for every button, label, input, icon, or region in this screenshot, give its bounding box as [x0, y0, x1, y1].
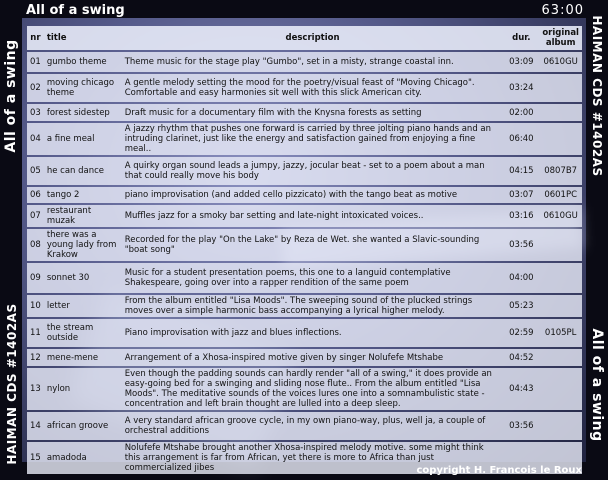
track-number: 08 — [27, 229, 44, 261]
track-title: a fine meal — [44, 123, 122, 155]
track-title: restaurant muzak — [44, 205, 122, 227]
track-number: 06 — [27, 187, 44, 203]
track-title: tango 2 — [44, 187, 122, 203]
track-number: 03 — [27, 104, 44, 121]
column-header-description: description — [122, 26, 504, 50]
track-duration: 06:40 — [503, 123, 539, 155]
table-row — [27, 187, 582, 203]
track-album — [539, 74, 582, 102]
track-description: Piano improvisation with jazz and blues inflections. — [122, 319, 504, 347]
track-number: 01 — [27, 52, 44, 72]
track-album: 0610GU — [539, 205, 582, 227]
track-title: moving chicago theme — [44, 74, 122, 102]
track-title: letter — [44, 295, 122, 317]
table-row — [27, 412, 582, 440]
track-duration: 04:43 — [503, 368, 539, 410]
track-list-table — [27, 24, 582, 476]
track-duration: 03:56 — [503, 229, 539, 261]
track-description: A jazzy rhythm that pushes one forward is carried by three jolting piano hands and an intruding clarinet, just like the energy and satisfaction gained from enjoying a fine meal.. — [122, 123, 504, 155]
track-description: A quirky organ sound leads a jumpy, jazzy, jocular beat - set to a poem about a man that could really move his body — [122, 157, 504, 185]
track-title: he can dance — [44, 157, 122, 185]
track-duration: 03:24 — [503, 74, 539, 102]
track-number: 11 — [27, 319, 44, 347]
track-description: A very standard african groove cycle, in my own piano-way, plus, well ja, a couple of orchestral additions — [122, 412, 504, 440]
track-duration: 03:07 — [503, 187, 539, 203]
track-description: Nolufefe Mtshabe brought another Xhosa-inspired melody motive. some might think this arrangement is far from African, yet there is more to Africa than just commercialized jibes — [122, 442, 504, 474]
track-description: Recorded for the play "On the Lake" by Reza de Wet. she wanted a Slavic-sounding "boat song" — [122, 229, 504, 261]
spine-right-title: All of a swing — [589, 328, 605, 442]
table-row — [27, 104, 582, 121]
track-number: 13 — [27, 368, 44, 410]
table-row — [27, 157, 582, 185]
track-title: there was a young lady from Krakow — [44, 229, 122, 261]
table-row — [27, 74, 582, 102]
spine-right-catalog: HAIMAN CDS #1402AS — [590, 15, 604, 177]
track-description: piano improvisation (and added cello pizzicato) with the tango beat as motive — [122, 187, 504, 203]
table-row — [27, 123, 582, 155]
track-description: A gentle melody setting the mood for the poetry/visual feast of "Moving Chicago". Comfortable and easy harmonies sit well with this slick American city. — [122, 74, 504, 102]
track-description: From the album entitled "Lisa Moods". The sweeping sound of the plucked strings moves over a simple harmonic bass accompanying a lyrical higher melody. — [122, 295, 504, 317]
track-album — [539, 104, 582, 121]
table-row — [27, 295, 582, 317]
table-row — [27, 368, 582, 410]
column-header-nr: nr — [27, 26, 44, 50]
track-number: 15 — [27, 442, 44, 474]
track-number: 07 — [27, 205, 44, 227]
track-description: Music for a student presentation poems, this one to a languid contemplative Shakespeare, going over into a rapper rendition of the same poem — [122, 263, 504, 293]
track-title: nylon — [44, 368, 122, 410]
column-header-duration: dur. — [503, 26, 539, 50]
track-number: 02 — [27, 74, 44, 102]
spine-left-title: All of a swing — [3, 39, 19, 153]
table-header-row — [27, 26, 582, 50]
track-duration: 02:59 — [503, 319, 539, 347]
track-number: 04 — [27, 123, 44, 155]
track-number: 12 — [27, 349, 44, 366]
track-list-body — [27, 52, 582, 474]
track-album: 0105PL — [539, 319, 582, 347]
track-album — [539, 229, 582, 261]
track-number: 09 — [27, 263, 44, 293]
track-number: 14 — [27, 412, 44, 440]
track-description: Theme music for the stage play "Gumbo", set in a misty, strange coastal inn. — [122, 52, 504, 72]
track-duration: 03:09 — [503, 52, 539, 72]
table-row — [27, 263, 582, 293]
track-description: Even though the padding sounds can hardly render "all of a swing," it does provide an easy-going bed for a swinging and sliding nose flute.. From the album entitled "Lisa Moods". The meditative sounds of the voices lures one into a somnambulistic state - concentration and left brain thought are lulled into a deep sleep. — [122, 368, 504, 410]
table-row — [27, 349, 582, 366]
track-title: gumbo theme — [44, 52, 122, 72]
track-album — [539, 295, 582, 317]
table-row — [27, 319, 582, 347]
track-duration: 02:00 — [503, 104, 539, 121]
track-title: the stream outside — [44, 319, 122, 347]
track-duration: 03:16 — [503, 205, 539, 227]
spine-left-catalog: HAIMAN CDS #1402AS — [5, 303, 19, 465]
track-duration: 03:56 — [503, 412, 539, 440]
track-duration: 04:15 — [503, 157, 539, 185]
track-title: african groove — [44, 412, 122, 440]
track-album: 0610GU — [539, 52, 582, 72]
copyright-notice: copyright H. Francois le Roux — [416, 465, 582, 476]
total-time: 63:00 — [541, 3, 584, 18]
table-row — [27, 205, 582, 227]
column-header-title: title — [44, 26, 122, 50]
table-row — [27, 229, 582, 261]
table-row — [27, 52, 582, 72]
track-number: 05 — [27, 157, 44, 185]
track-number: 10 — [27, 295, 44, 317]
track-description: Draft music for a documentary film with the Knysna forests as setting — [122, 104, 504, 121]
track-duration: 04:00 — [503, 263, 539, 293]
album-title: All of a swing — [26, 3, 125, 18]
track-title: amadoda — [44, 442, 122, 474]
track-title: mene-mene — [44, 349, 122, 366]
track-album — [539, 412, 582, 440]
track-album: 0807B7 — [539, 157, 582, 185]
track-description: Muffles jazz for a smoky bar setting and late-night intoxicated voices.. — [122, 205, 504, 227]
track-album — [539, 123, 582, 155]
track-title: forest sidestep — [44, 104, 122, 121]
track-duration: 05:23 — [503, 295, 539, 317]
track-album — [539, 349, 582, 366]
track-album — [539, 263, 582, 293]
track-album — [539, 368, 582, 410]
track-description: Arrangement of a Xhosa-inspired motive given by singer Nolufefe Mtshabe — [122, 349, 504, 366]
track-duration: 04:52 — [503, 349, 539, 366]
track-album: 0601PC — [539, 187, 582, 203]
column-header-album: original album — [539, 26, 582, 50]
track-title: sonnet 30 — [44, 263, 122, 293]
